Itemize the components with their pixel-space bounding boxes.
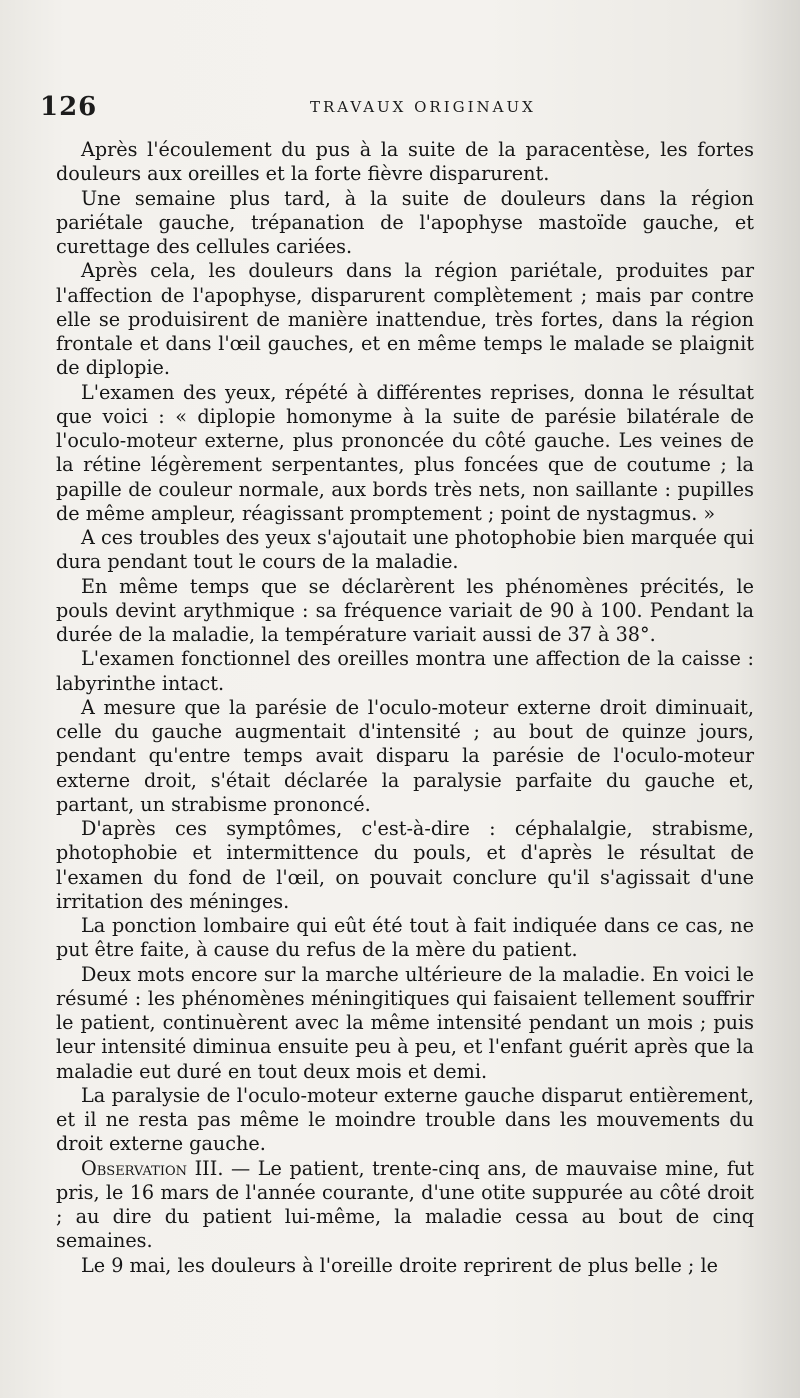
paragraph: Deux mots encore sur la marche ultérieure de la maladie. En voici le résumé : les phénomènes méningitiques qui faisaient tellement souffrir le patient, continuèrent avec la même intensité pendant un mois ; puis leur intensité diminua ensuite peu à peu, et l'enfant guérit après que la maladie eut duré en tout deux mois et demi. [56, 962, 754, 1083]
observation-text: — Le patient, trente-cinq ans, de mauvaise mine, fut pris, le 16 mars de l'année courante, d'une otite suppurée au côté droit ; au dire du patient lui-même, la maladie cessa au bout de cinq semaines. [56, 1156, 754, 1253]
running-head: TRAVAUX ORIGINAUX [310, 98, 536, 116]
paragraph: L'examen fonctionnel des oreilles montra une affection de la caisse : labyrinthe intact. [56, 647, 754, 695]
paragraph: La ponction lombaire qui eût été tout à fait indiquée dans ce cas, ne put être faite, à cause du refus de la mère du patient. [56, 914, 754, 962]
paragraph: Une semaine plus tard, à la suite de douleurs dans la région pariétale gauche, trépanation de l'apophyse mastoïde gauche, et curettage des cellules cariées. [56, 186, 754, 258]
paragraph: Après cela, les douleurs dans la région pariétale, produites par l'affection de l'apophyse, disparurent complètement ; mais par contre elle se produisirent de manière inattendue, très fortes, dans la région frontale et dans l'œil gauches, et en même temps le malade se plaignit de diplopie. [56, 259, 754, 380]
page-number: 126 [40, 92, 98, 122]
observation-label: Observation III. [81, 1156, 224, 1180]
paragraph: L'examen des yeux, répété à différentes reprises, donna le résultat que voici : « diplopie homonyme à la suite de parésie bilatérale de l'oculo-moteur externe, plus prononcée du côté gauche. Les veines de la rétine légèrement serpentantes, plus foncées que de coutume ; la papille de couleur normale, aux bords très nets, non saillante : pupilles de même ampleur, réagissant promptement ; point de nystagmus. » [56, 380, 754, 525]
paragraph: Le 9 mai, les douleurs à l'oreille droite reprirent de plus belle ; le [81, 1253, 718, 1277]
paragraph: Après l'écoulement du pus à la suite de la paracentèse, les fortes douleurs aux oreilles et la forte fièvre disparurent. [56, 138, 754, 186]
paragraph: A mesure que la parésie de l'oculo-moteur externe droit diminuait, celle du gauche augmentait d'intensité ; au bout de quinze jours, pendant qu'entre temps avait disparu la parésie de l'oculo-moteur externe droit, s'était déclarée la paralysie parfaite du gauche et, partant, un strabisme prononcé. [56, 695, 754, 816]
paragraph: D'après ces symptômes, c'est-à-dire : céphalalgie, strabisme, photophobie et intermittence du pouls, et d'après le résultat de l'examen du fond de l'œil, on pouvait conclure qu'il s'agissait d'une irritation des méninges. [56, 817, 754, 913]
paragraph: La paralysie de l'oculo-moteur externe gauche disparut entièrement, et il ne resta pas même le moindre trouble dans les mouvements du droit externe gauche. [56, 1083, 754, 1156]
observation-paragraph [56, 1157, 754, 1254]
page-header [40, 92, 760, 122]
body-text [56, 138, 754, 1378]
paragraph: A ces troubles des yeux s'ajoutait une photophobie bien marquée qui dura pendant tout le cours de la maladie. [56, 526, 754, 574]
paragraph: En même temps que se déclarèrent les phénomènes précités, le pouls devint arythmique : sa fréquence variait de 90 à 100. Pendant la durée de la maladie, la température variait aussi de 37 à 38°. [56, 574, 754, 646]
